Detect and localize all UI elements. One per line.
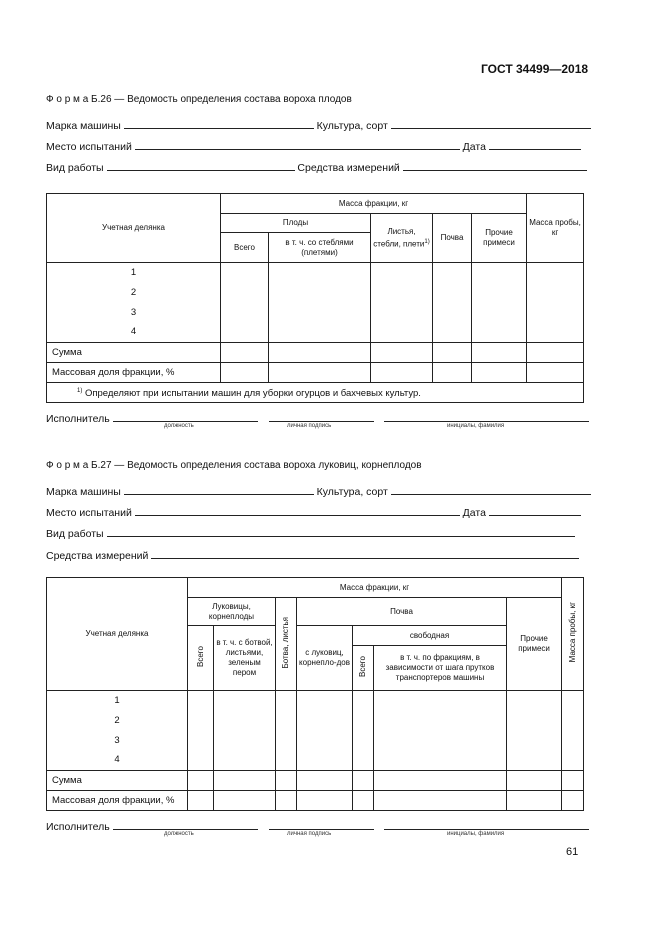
header-incl-stems: в т. ч. со стеблями (плетями) bbox=[269, 233, 371, 263]
row-label: 1 bbox=[47, 691, 188, 711]
form26-row-machine bbox=[46, 118, 591, 132]
culture-label: Культура, сорт bbox=[316, 486, 388, 498]
culture-input[interactable] bbox=[391, 484, 591, 495]
header-fruits: Плоды bbox=[221, 214, 371, 233]
form27-row-place bbox=[46, 505, 581, 519]
work-input[interactable] bbox=[107, 526, 575, 537]
header-leaves: Листья, стебли, плети$^{1)}$ bbox=[371, 214, 433, 263]
sum-row bbox=[47, 771, 584, 791]
table-row bbox=[47, 731, 584, 751]
form27-row-instruments bbox=[46, 548, 579, 562]
executor-label: Исполнитель bbox=[46, 413, 110, 425]
instruments-label: Средства измерений bbox=[297, 162, 400, 174]
form27-table bbox=[46, 577, 584, 811]
table-row bbox=[47, 303, 584, 323]
header-other: Прочие примеси bbox=[472, 214, 527, 263]
work-label: Вид работы bbox=[46, 528, 104, 540]
header-mass: Масса фракции, кг bbox=[188, 578, 562, 598]
machine-label: Марка машины bbox=[46, 120, 121, 132]
place-input[interactable] bbox=[135, 505, 460, 516]
form26-table bbox=[46, 193, 584, 403]
table-row bbox=[47, 263, 584, 283]
executor-position-input[interactable] bbox=[113, 819, 258, 830]
header-free-total: Всего bbox=[353, 646, 374, 691]
header-total: Всего bbox=[188, 626, 214, 691]
table-row bbox=[47, 323, 584, 343]
row-label: 1 bbox=[47, 263, 221, 283]
table-row bbox=[47, 711, 584, 731]
header-with-bulbs: с луковиц, корнепло-дов bbox=[297, 626, 353, 691]
page-number: 61 bbox=[566, 846, 579, 858]
header-by-fraction: в т. ч. по фракциям, в зависимости от шага прутков транспортеров машины bbox=[374, 646, 507, 691]
header-sample-mass: Масса пробы, кг bbox=[527, 194, 584, 263]
date-label: Дата bbox=[462, 141, 486, 153]
date-label: Дата bbox=[462, 507, 486, 519]
header-plot: Учетная делянка bbox=[47, 194, 221, 263]
header-plot: Учетная делянка bbox=[47, 578, 188, 691]
hint-position: должность bbox=[164, 423, 194, 429]
row-label: 3 bbox=[47, 303, 221, 323]
form27-row-machine bbox=[46, 484, 591, 498]
header-incl-tops: в т. ч. с ботвой, листьями, зеленым пером bbox=[214, 626, 276, 691]
instruments-label: Средства измерений bbox=[46, 550, 149, 562]
machine-input[interactable] bbox=[124, 484, 314, 495]
place-label: Место испытаний bbox=[46, 141, 132, 153]
executor-name-input[interactable] bbox=[384, 819, 589, 830]
instruments-input[interactable] bbox=[151, 548, 579, 559]
table-row bbox=[47, 691, 584, 711]
culture-label: Культура, сорт bbox=[316, 120, 388, 132]
share-row bbox=[47, 791, 584, 811]
executor-signature-input[interactable] bbox=[269, 411, 374, 422]
date-input[interactable] bbox=[489, 505, 581, 516]
form26-row-place bbox=[46, 139, 581, 153]
executor-position-input[interactable] bbox=[113, 411, 258, 422]
share-label: Массовая доля фракции, % bbox=[47, 363, 221, 383]
row-label: 4 bbox=[47, 323, 221, 343]
header-mass: Масса фракции, кг bbox=[221, 194, 527, 214]
header-soil: Почва bbox=[433, 214, 472, 263]
sum-label: Сумма bbox=[47, 771, 188, 791]
share-label: Массовая доля фракции, % bbox=[47, 791, 188, 811]
hint-name: инициалы, фамилия bbox=[447, 423, 505, 429]
sum-row bbox=[47, 343, 584, 363]
place-input[interactable] bbox=[135, 139, 460, 150]
share-row bbox=[47, 363, 584, 383]
form26-caption: Ф о р м а Б.26 — Ведомость определения состава вороха плодов bbox=[46, 94, 352, 105]
form27-row-work bbox=[46, 526, 575, 540]
header-soil: Почва bbox=[297, 598, 507, 626]
hint-name: инициалы, фамилия bbox=[447, 831, 505, 837]
row-label: 4 bbox=[47, 751, 188, 771]
work-input[interactable] bbox=[107, 160, 295, 171]
footnote: $^{1)}$ Определяют при испытании машин для уборки огурцов и бахчевых культур. bbox=[47, 383, 584, 403]
row-label: 2 bbox=[47, 711, 188, 731]
work-label: Вид работы bbox=[46, 162, 104, 174]
row-label: 2 bbox=[47, 283, 221, 303]
hint-signature: личная подпись bbox=[287, 831, 332, 837]
executor-label: Исполнитель bbox=[46, 821, 110, 833]
header-other: Прочие примеси bbox=[507, 598, 562, 691]
footnote-row bbox=[47, 383, 584, 403]
row-label: 3 bbox=[47, 731, 188, 751]
executor-name-input[interactable] bbox=[384, 411, 589, 422]
header-total: Всего bbox=[221, 233, 269, 263]
header-sample-mass: Масса пробы, кг bbox=[562, 578, 584, 691]
header-bulbs: Луковицы, корнеплоды bbox=[188, 598, 276, 626]
hint-signature: личная подпись bbox=[287, 423, 332, 429]
form27-caption: Ф о р м а Б.27 — Ведомость определения состава вороха луковиц, корнеплодов bbox=[46, 460, 422, 471]
sum-label: Сумма bbox=[47, 343, 221, 363]
table-row bbox=[47, 283, 584, 303]
date-input[interactable] bbox=[489, 139, 581, 150]
header-free: свободная bbox=[353, 626, 507, 646]
header-tops: Ботва, листья bbox=[276, 598, 297, 691]
culture-input[interactable] bbox=[391, 118, 591, 129]
executor-signature-input[interactable] bbox=[269, 819, 374, 830]
form26-row-work bbox=[46, 160, 587, 174]
machine-label: Марка машины bbox=[46, 486, 121, 498]
document-code: ГОСТ 34499—2018 bbox=[481, 62, 589, 76]
machine-input[interactable] bbox=[124, 118, 314, 129]
hint-position: должность bbox=[164, 831, 194, 837]
place-label: Место испытаний bbox=[46, 507, 132, 519]
instruments-input[interactable] bbox=[403, 160, 587, 171]
table-row bbox=[47, 751, 584, 771]
